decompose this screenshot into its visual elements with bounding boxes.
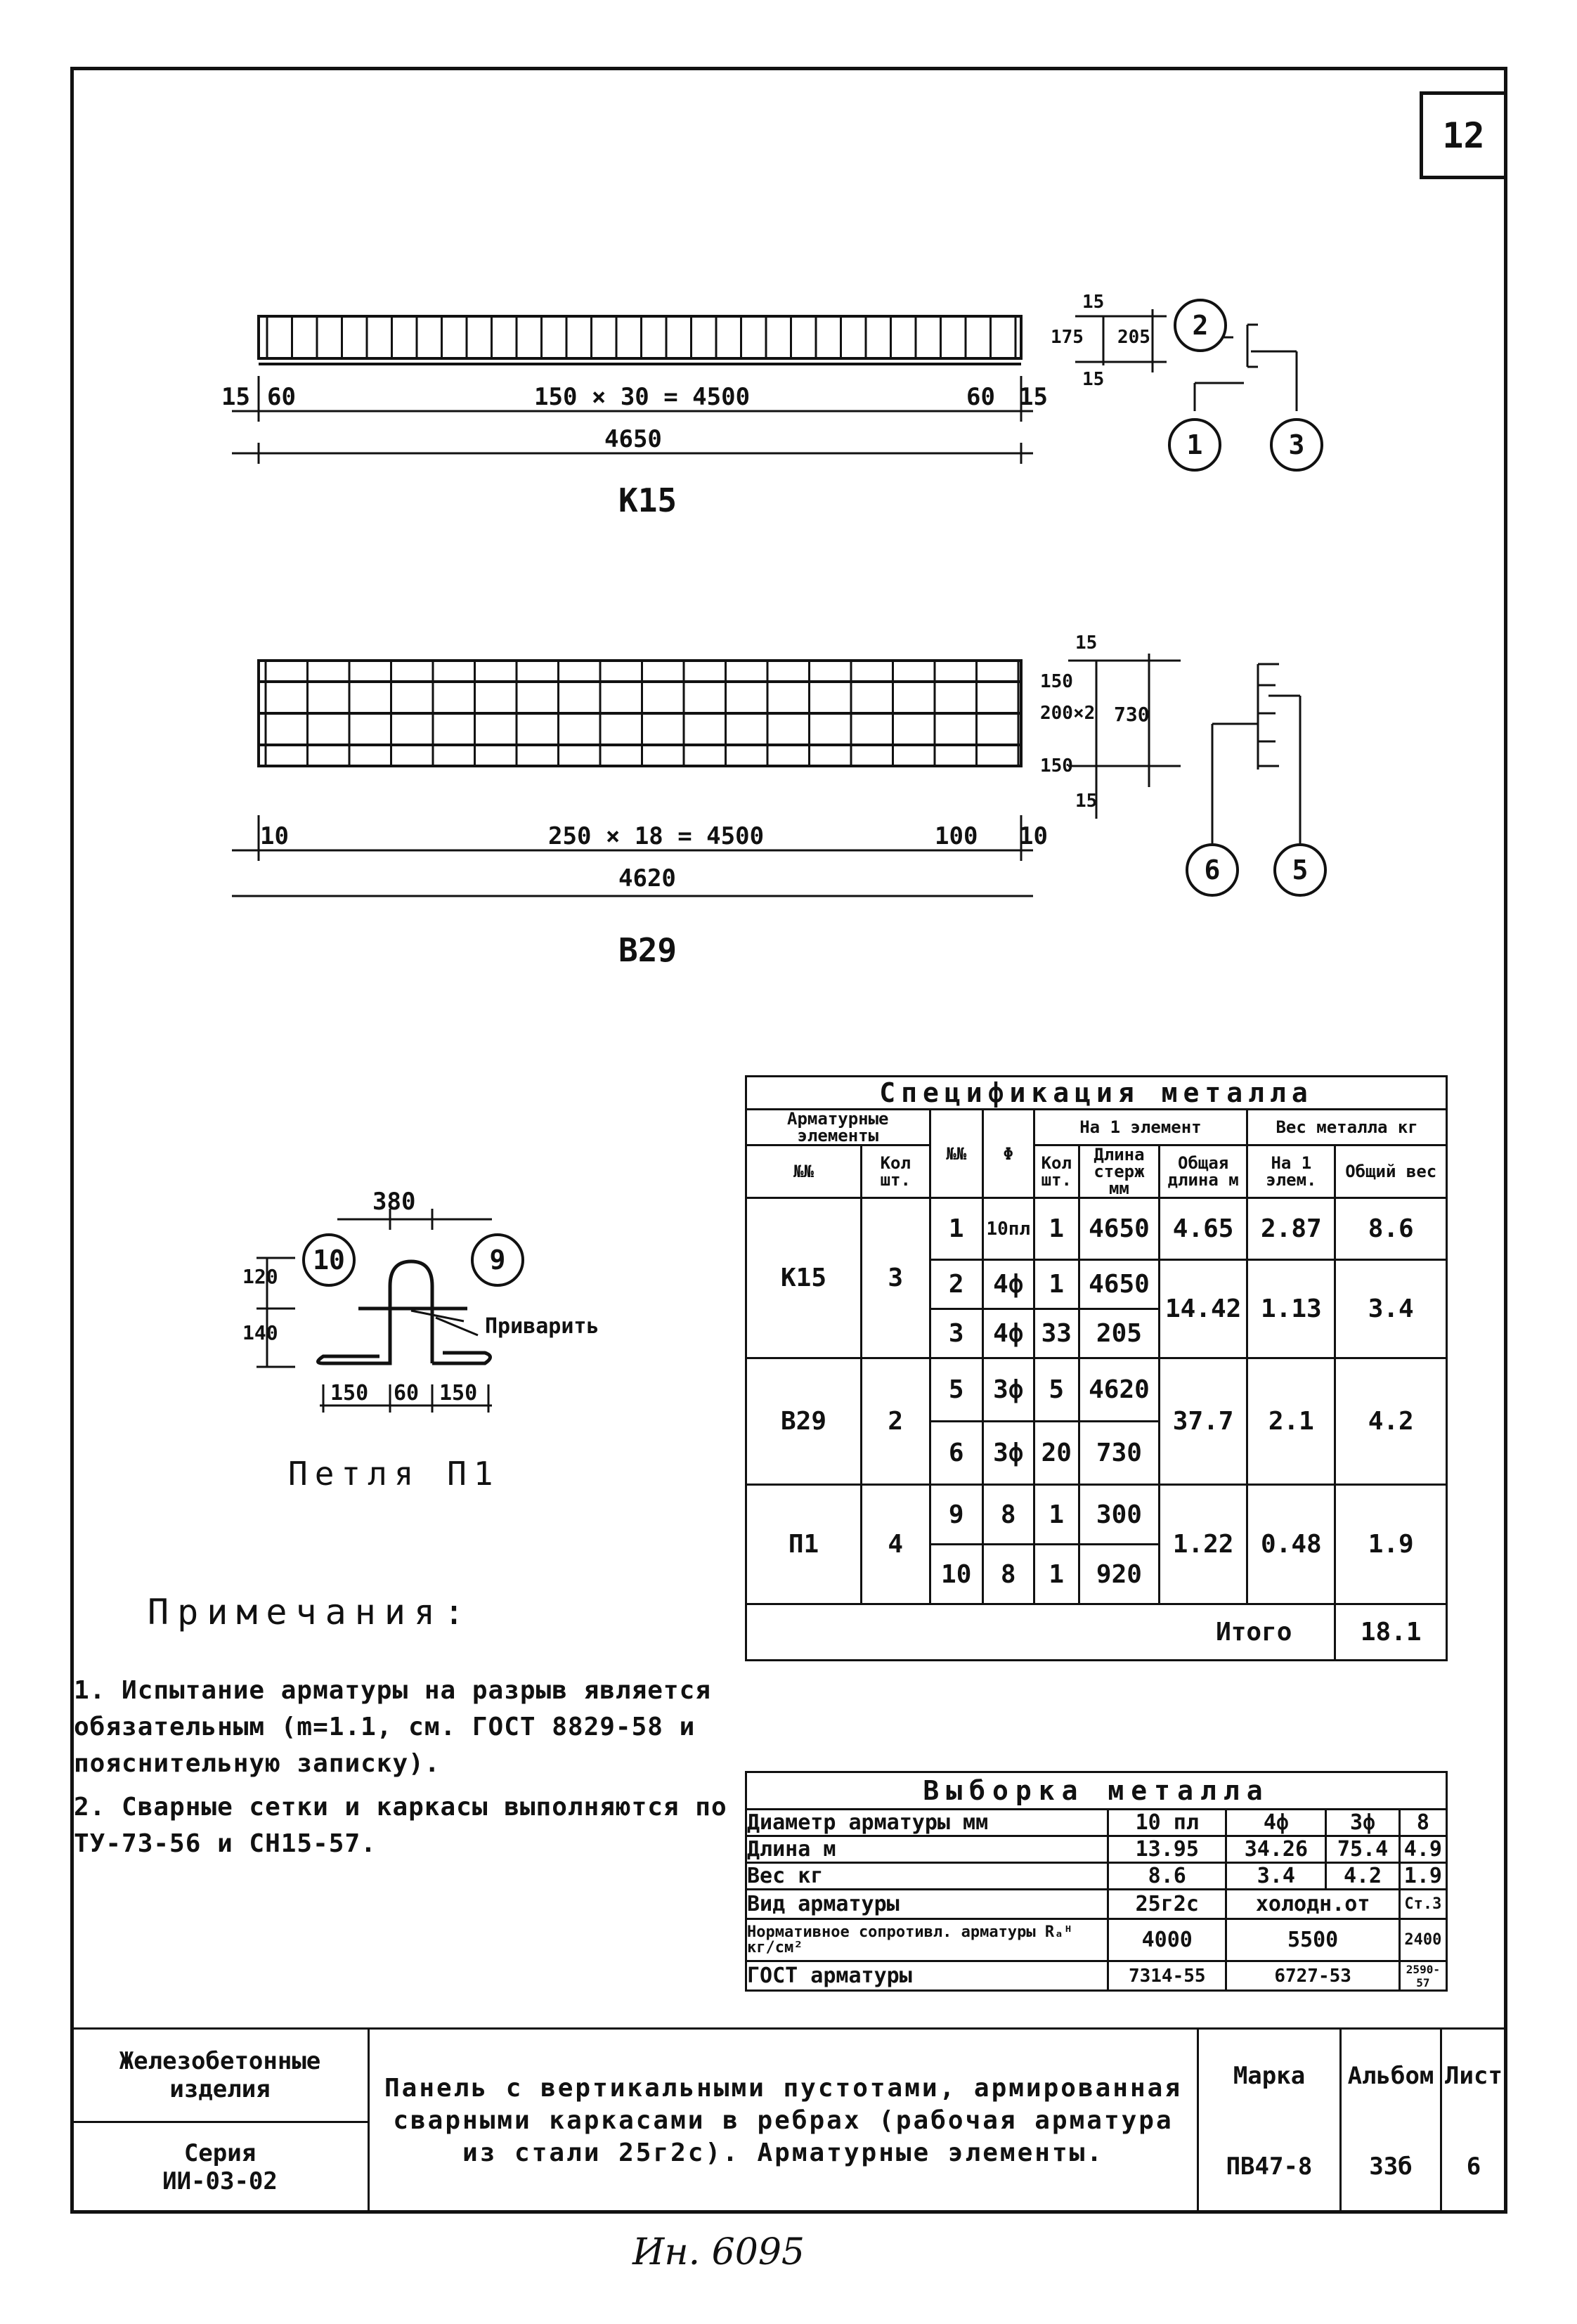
spec-h-per-elem: На 1 элемент xyxy=(1034,1110,1247,1145)
spec-h-qty: Кол шт. xyxy=(1034,1145,1079,1198)
sel-cell: 1.9 xyxy=(1399,1863,1446,1890)
sel-gost-c2: 6727-53 xyxy=(1226,1961,1399,1991)
sel-norm-c2: 5500 xyxy=(1226,1919,1399,1961)
sel-norm-c1: 4000 xyxy=(1108,1919,1226,1961)
callout-3: 3 xyxy=(1270,418,1323,472)
spec-cell: 8.6 xyxy=(1335,1198,1447,1260)
spec-cell: 3ф xyxy=(982,1358,1034,1422)
v29-dim-side-5: 15 xyxy=(1075,791,1098,812)
spec-v29-name: В29 xyxy=(746,1358,862,1485)
callout-2: 2 xyxy=(1174,299,1227,352)
spec-cell: 1 xyxy=(1034,1485,1079,1545)
spec-cell: 0.48 xyxy=(1247,1485,1335,1604)
callout-6: 6 xyxy=(1186,843,1239,897)
sel-label: Вес кг xyxy=(746,1863,1108,1890)
spec-cell: 5 xyxy=(930,1358,982,1422)
loop-dim-h2: 140 xyxy=(242,1321,278,1344)
title-block xyxy=(70,2027,1507,2214)
k15-dim-left2: 60 xyxy=(267,383,296,411)
spec-cell: 4620 xyxy=(1079,1358,1159,1422)
spec-h-total-len: Общая длина м xyxy=(1160,1145,1247,1198)
spec-cell: 9 xyxy=(930,1485,982,1545)
spec-cell: 1 xyxy=(1034,1260,1079,1309)
spec-h-rod-len: Длина стерж мм xyxy=(1079,1145,1159,1198)
loop-dim-b3: 150 xyxy=(439,1381,478,1406)
spec-h-weight: Вес металла кг xyxy=(1247,1110,1447,1145)
loop-dim-top: 380 xyxy=(372,1188,416,1216)
sel-gost-c4: 2590-57 xyxy=(1399,1961,1446,1991)
spec-h-nn2: №№ xyxy=(746,1145,862,1198)
spec-cell: 4ф xyxy=(982,1309,1034,1358)
spec-p1-name: П1 xyxy=(746,1485,862,1604)
spec-cell: 5 xyxy=(1034,1358,1079,1422)
spec-cell: 1 xyxy=(930,1198,982,1260)
tb-series-value: ИИ-03-02 xyxy=(162,2167,278,2195)
k15-dim-side-total: 205 xyxy=(1117,327,1150,348)
sel-cell: 8 xyxy=(1399,1810,1446,1836)
notes-title: Примечания: xyxy=(148,1592,474,1632)
sel-kind-c1: 25г2с xyxy=(1108,1890,1226,1919)
sel-kind-label: Вид арматуры xyxy=(746,1890,1108,1919)
spec-cell: 4.2 xyxy=(1335,1358,1447,1485)
spec-total-value: 18.1 xyxy=(1335,1604,1447,1661)
sel-norm-c4: 2400 xyxy=(1399,1919,1446,1961)
spec-cell: 4ф xyxy=(982,1260,1034,1309)
tb-mark-label: Марка xyxy=(1198,2029,1341,2122)
spec-h-nn: №№ xyxy=(930,1110,982,1198)
k15-dim-right2: 15 xyxy=(1019,383,1048,411)
sel-cell: 3ф xyxy=(1326,1810,1399,1836)
spec-cell: 920 xyxy=(1079,1545,1159,1604)
spec-cell: 6 xyxy=(930,1422,982,1485)
spec-cell: 20 xyxy=(1034,1422,1079,1485)
loop-dim-b1: 150 xyxy=(330,1381,369,1406)
k15-dim-total: 4650 xyxy=(604,425,662,453)
spec-cell: 2.87 xyxy=(1247,1198,1335,1260)
loop-dim-b2: 60 xyxy=(394,1381,420,1406)
v29-dim-right2: 10 xyxy=(1019,822,1048,850)
spec-h-w-elem: На 1 элем. xyxy=(1247,1145,1335,1198)
loop-name: Петля П1 xyxy=(288,1455,500,1493)
spec-cell: 1 xyxy=(1034,1198,1079,1260)
spec-cell: 300 xyxy=(1079,1485,1159,1545)
callout-10: 10 xyxy=(302,1233,356,1287)
tb-sheet-label: Лист xyxy=(1441,2029,1507,2122)
tb-album: 33б xyxy=(1341,2122,1441,2213)
spec-cell: 3ф xyxy=(982,1422,1034,1485)
k15-dim-side-top: 15 xyxy=(1082,292,1105,313)
sel-title: Выборка металла xyxy=(746,1772,1447,1810)
spec-h-phi: Φ xyxy=(982,1110,1034,1198)
spec-cell: 1.9 xyxy=(1335,1485,1447,1604)
inventory-note: Ин. 6095 xyxy=(632,2231,805,2273)
sel-cell: 10 пл xyxy=(1108,1810,1226,1836)
spec-k15-name: К15 xyxy=(746,1198,862,1358)
v29-dim-side-3: 200×2 xyxy=(1040,703,1096,724)
tb-sheet: 6 xyxy=(1441,2122,1507,2213)
sel-kind-c4: Ст.3 xyxy=(1399,1890,1446,1919)
spec-cell: 3.4 xyxy=(1335,1260,1447,1358)
v29-dim-left: 10 xyxy=(260,822,289,850)
callout-9: 9 xyxy=(471,1233,524,1287)
k15-dim-right1: 60 xyxy=(966,383,995,411)
v29-dim-side-1: 15 xyxy=(1075,632,1098,654)
sel-kind-c2: холодн.от xyxy=(1226,1890,1399,1919)
sel-cell: 4.2 xyxy=(1326,1863,1399,1890)
sel-cell: 34.26 xyxy=(1226,1836,1326,1863)
spec-cell: 2.1 xyxy=(1247,1358,1335,1485)
spec-cell: 730 xyxy=(1079,1422,1159,1485)
spec-cell: 14.42 xyxy=(1160,1260,1247,1358)
sheet-number-box: 12 xyxy=(1420,91,1507,179)
spec-cell: 205 xyxy=(1079,1309,1159,1358)
selection-table xyxy=(745,1771,1448,1992)
v29-dim-side-2: 150 xyxy=(1040,671,1073,692)
spec-cell: 10пл xyxy=(982,1198,1034,1260)
spec-h-count: Кол шт. xyxy=(862,1145,930,1198)
sel-gost-label: ГОСТ арматуры xyxy=(746,1961,1108,1991)
callout-5: 5 xyxy=(1273,843,1327,897)
spec-cell: 10 xyxy=(930,1545,982,1604)
sel-norm-label: Нормативное сопротивл. арматуры Rₐᴴ кг/см² xyxy=(746,1919,1108,1961)
tb-series xyxy=(72,2122,369,2213)
spec-cell: 1.22 xyxy=(1160,1485,1247,1604)
loop-dim-h1: 120 xyxy=(242,1265,278,1288)
v29-dim-right1: 100 xyxy=(935,822,978,850)
k15-name: К15 xyxy=(618,481,677,519)
spec-k15-count: 3 xyxy=(862,1198,930,1358)
spec-cell: 4650 xyxy=(1079,1260,1159,1309)
spec-cell: 4.65 xyxy=(1160,1198,1247,1260)
loop-weld-note: Приварить xyxy=(485,1314,599,1339)
spec-cell: 4650 xyxy=(1079,1198,1159,1260)
tb-series-label: Серия xyxy=(183,2139,257,2167)
callout-1: 1 xyxy=(1168,418,1221,472)
sel-cell: 4ф xyxy=(1226,1810,1326,1836)
spec-cell: 37.7 xyxy=(1160,1358,1247,1485)
sel-label: Длина м xyxy=(746,1836,1108,1863)
spec-v29-count: 2 xyxy=(862,1358,930,1485)
k15-dim-side-bot: 15 xyxy=(1082,369,1105,390)
sel-gost-c1: 7314-55 xyxy=(1108,1961,1226,1991)
notes-list xyxy=(74,1673,727,1862)
k15-dim-left1: 15 xyxy=(221,383,250,411)
note-item-2: 2. Сварные сетки и каркасы выполняются по ТУ-73-56 и СН15-57. xyxy=(74,1793,727,1858)
sel-cell: 75.4 xyxy=(1326,1836,1399,1863)
sel-cell: 13.95 xyxy=(1108,1836,1226,1863)
spec-cell: 8 xyxy=(982,1485,1034,1545)
k15-dim-top: 150 × 30 = 4500 xyxy=(534,383,751,411)
note-item-1: 1. Испытание арматуры на разрыв является обязательным (m=1.1, см. ГОСТ 8829-58 и пояснительную записку). xyxy=(74,1676,711,1778)
spec-title: Спецификация металла xyxy=(746,1077,1447,1110)
spec-p1-count: 4 xyxy=(862,1485,930,1604)
spec-h-elements: Арматурные элементы xyxy=(746,1110,930,1145)
k15-dim-side-mid: 175 xyxy=(1051,327,1084,348)
spec-cell: 33 xyxy=(1034,1309,1079,1358)
spec-cell: 2 xyxy=(930,1260,982,1309)
spec-cell: 3 xyxy=(930,1309,982,1358)
sel-cell: 4.9 xyxy=(1399,1836,1446,1863)
sel-cell: 3.4 xyxy=(1226,1863,1326,1890)
spec-cell: 1 xyxy=(1034,1545,1079,1604)
tb-album-label: Альбом xyxy=(1341,2029,1441,2122)
v29-dim-side-4: 150 xyxy=(1040,755,1073,777)
spec-table xyxy=(745,1075,1448,1661)
v29-name: В29 xyxy=(618,931,677,969)
spec-cell: 1.13 xyxy=(1247,1260,1335,1358)
spec-cell: 8 xyxy=(982,1545,1034,1604)
spec-h-w-total: Общий вес xyxy=(1335,1145,1447,1198)
v29-dim-total: 4620 xyxy=(618,864,676,892)
tb-org: Железобетонные изделия xyxy=(72,2029,369,2122)
spec-total-label: Итого xyxy=(746,1604,1335,1661)
tb-mark: ПВ47-8 xyxy=(1198,2122,1341,2213)
v29-dim-top: 250 × 18 = 4500 xyxy=(548,822,765,850)
v29-dim-side-total: 730 xyxy=(1114,703,1150,726)
sel-label: Диаметр арматуры мм xyxy=(746,1810,1108,1836)
sel-cell: 8.6 xyxy=(1108,1863,1226,1890)
tb-title: Панель с вертикальными пустотами, армированная сварными каркасами в ребрах (рабочая арматура из стали 25г2с). Арматурные элементы. xyxy=(369,2029,1198,2213)
